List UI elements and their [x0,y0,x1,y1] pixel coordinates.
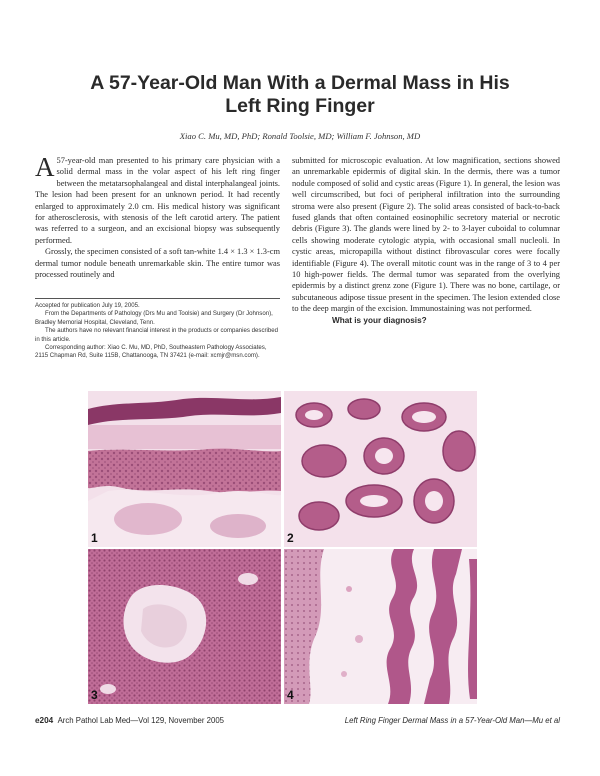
title-line-2: Left Ring Finger [225,95,375,117]
figure-1-micrograph [88,391,281,547]
figure-2-label: 2 [287,531,294,545]
figure-4-micrograph [284,549,477,704]
drop-cap: A [35,152,55,182]
right-column [292,155,560,326]
accepted-note: Accepted for publication July 19, 2005. [35,302,140,309]
footnote-divider [35,298,280,299]
article-title [40,72,560,118]
paragraph-3: submitted for microscopic evaluation. At low magnification, sections showed an unremarkable epidermis of digital skin. In the dermis, there was a tumor nodule composed of solid and cystic areas (Figure 1). In general, the lesion was well circumscribed, but foci of peripheral infiltration into the surrounding stroma were also present (Figure 2). The solid areas consisted of back-to-back fused glands that often contained eosinophilic secretory material or necrotic debris (Figure 3). The glands were lined by 2- to 3-layer cuboidal to columnar cells showing moderate cytologic atypia, with occasional small nucleoli. In cystic areas, micropapilla without distinct fibrovascular cores were focally identifiable (Figure 4). The overall mitotic count was in the range of 3 to 4 per 10 high-power fields. The dermal tumor was separated from the overlying epidermis by a distinct grenz zone (Figure 1). There was no bone, cartilage, or subcutaneous adipose tissue present in the specimen. The lesion extended close to the deep margin of the excision. Immunostaining was not performed. [292,156,560,314]
disclosure-note: The authors have no relevant financial interest in the products or companies described in this article. [35,327,279,343]
paragraph-2: Grossly, the specimen consisted of a soft tan-white 1.4 × 1.3 × 1.3-cm dermal tumor nodule beneath unremarkable skin. The entire tumor was processed routinely and [35,247,280,280]
left-column [35,152,280,280]
title-line-1: A 57-Year-Old Man With a Dermal Mass in His [90,72,510,94]
figure-4-label: 4 [287,688,294,702]
figure-1-label: 1 [91,531,98,545]
figure-3-label: 3 [91,688,98,702]
corresponding-author-note: Corresponding author: Xiao C. Mu, MD, PhD, Southeastern Pathology Associates, 2115 Chapman Rd, Suite 115B, Chattanooga, TN 37421 (e-mail: xcmjr@msn.com). [35,344,267,360]
page-number: e204 [35,716,54,725]
running-title: Left Ring Finger Dermal Mass in a 57-Year-Old Man—Mu et al [344,716,560,725]
figure-2-micrograph [284,391,477,547]
author-list: Xiao C. Mu, MD, PhD; Ronald Toolsie, MD; William F. Johnson, MD [179,131,421,141]
footnotes [35,302,280,361]
paragraph-1 [35,152,280,246]
diagnosis-question: What is your diagnosis? [332,315,427,325]
journal-citation: Arch Pathol Lab Med—Vol 129, November 2005 [57,716,224,725]
page-footer-left [35,716,224,725]
paragraph-1-text: 57-year-old man presented to his primary care physician with a solid dermal mass in the volar aspect of his left ring finger between the metatarsophalangeal and distal interphalangeal joints. The lesion had been present for an unknown period. It had recently enlarged to approximately 2.0 cm. His medical history was significant for atherosclerosis, with stenosis of the left carotid artery. The patient was referred to a surgeon, and an excisional biopsy was subsequently performed. [35,156,280,245]
figure-3-micrograph [88,549,281,704]
affiliation-note: From the Departments of Pathology (Drs Mu and Toolsie) and Surgery (Dr Johnson), Bradley Memorial Hospital, Cleveland, Tenn. [35,310,273,326]
